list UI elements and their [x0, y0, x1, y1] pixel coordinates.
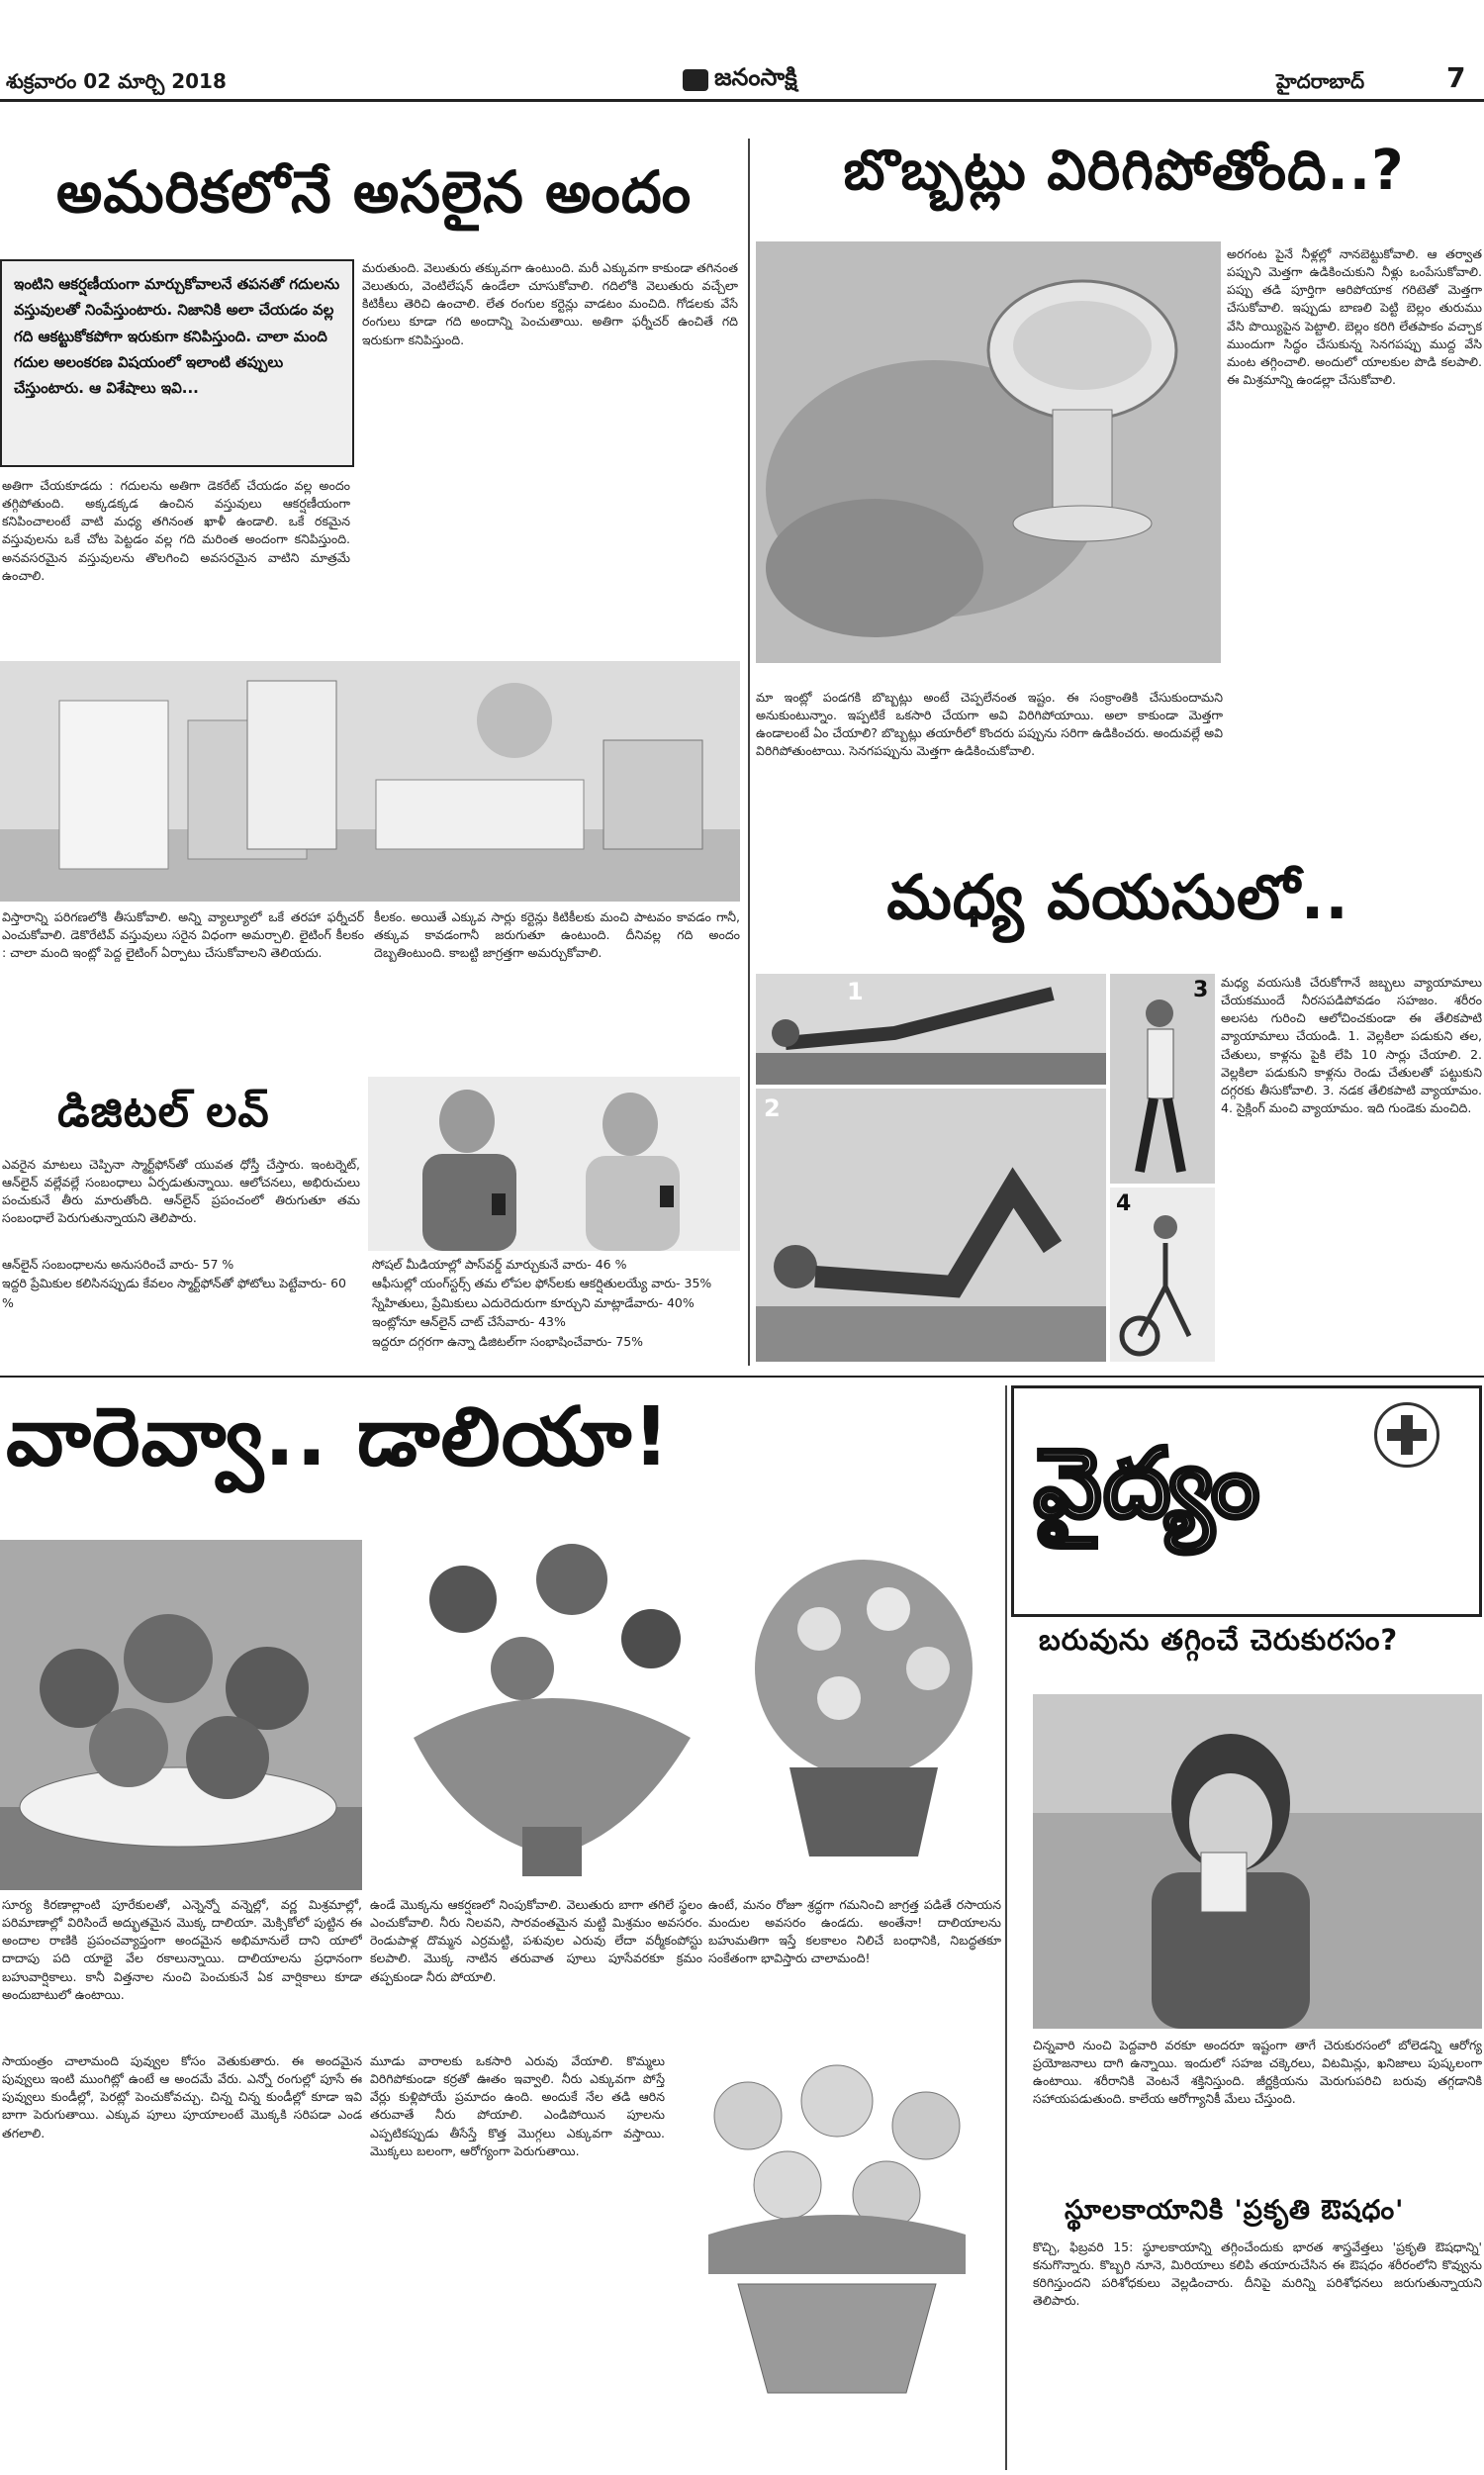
column-divider — [1005, 1385, 1007, 2470]
bedroom-photo — [0, 661, 740, 902]
panel-number: 1 — [847, 978, 864, 1005]
middle-age-headline: మధ్య వయసులో.. — [886, 861, 1349, 933]
medical-cross-icon — [1374, 1402, 1439, 1468]
dahlia-col1-lower: సాయంత్రం చాలామంది పువ్వుల కోసం వెతుకుతారు. ఈ అందమైన పువ్వులు ఇంటి ముంగిట్లో ఉంటే ఆ అందమే వేరు. ఎన్నో రంగుల్లో పూసే ఈ పువ్వులు కుండీల్లో, పెరట్లో పెంచుకోవచ్చు. చిన్న చిన్న కుండీల్లో కూడా ఇవి బాగా పెరుగుతాయి. ఎక్కువ పూలు పూయాలంటే మొక్కకి సరిపడా ఎండ తగలాలి. — [2, 2053, 362, 2141]
health-headline: బరువును తగ్గించే చెరుకురసం? — [1039, 1623, 1399, 1657]
paper-logo — [683, 63, 797, 97]
panel-number: 2 — [764, 1095, 781, 1122]
health-sub-body: కొచ్చి, ఫిబ్రవరి 15: స్థూలకాయాన్ని తగ్గించేందుకు భారత శాస్త్రవేత్తలు 'ప్రకృతి ఔషధాన్ని' కనుగొన్నారు. కొబ్బరి నూనె, మిరియాలు కలిపి తయారుచేసిన ఈ ఔషధం శరీరంలోని కొవ్వును కరిగిస్తుందని పరిశోధకులు వెల్లడించారు. దీనిపై మరిన్ని పరిశోధనలు జరుగుతున్నాయని తెలిపారు. — [1033, 2239, 1482, 2309]
digital-stats-left — [2, 1255, 360, 1312]
column-divider — [748, 139, 750, 1366]
digital-stat: ఇంట్లోనూ ఆన్‌లైన్ చాట్ చేసేవారు- 43% — [372, 1314, 566, 1330]
panel-number: 3 — [1193, 978, 1209, 1002]
beauty-intro: ఇంటిని ఆకర్షణీయంగా మార్చుకోవాలనే తపనతో గదులను వస్తువులతో నింపేస్తుంటారు. నిజానికి అలా చేయడం వల్ల గది ఆకట్టుకోకపోగా ఇరుకుగా కనిపిస్తుంది. చాలా మంది గదుల అలంకరణ విషయంలో ఇలాంటి తప్పులు చేస్తుంటారు. ఆ విశేషాలు ఇవి... — [14, 275, 340, 397]
dahlia-col2: ఉండే మొక్కను ఆకర్షణలో నింపుకోవాలి. వెలుతురు బాగా తగిలే స్థలం ఎంచుకోవాలి. నీరు నిలవని, సారవంతమైన మట్టి మిశ్రమం అవసరం. రెండుపాళ్ల దొమ్మన ఎర్రమట్టి, పశువుల ఎరువు లేదా వర్మీకంపోస్టు కలపాలి. మొక్క నాటిన తరువాత పూలు పూసేవరకూ క్రమం తప్పకుండా నీరు పోయాలి. — [370, 1897, 702, 1984]
health-body: చిన్నవారి నుంచి పెద్దవారి వరకూ అందరూ ఇష్టంగా తాగే చెరుకురసంలో బోలెడన్ని ఆరోగ్య ప్రయోజనాలు దాగి ఉన్నాయి. ఇందులో సహజ చక్కెరలు, విటమిన్లు, ఖనిజాలు పుష్కలంగా ఉంటాయి. శరీరానికి వెంటనే శక్తినిస్తుంది. జీర్ణక్రియను మెరుగుపరిచి బరువు తగ్గడానికి సహాయపడుతుంది. కాలేయ ఆరోగ్యానికీ మేలు చేస్తుంది. — [1033, 2038, 1482, 2107]
digital-stat: సోషల్ మీడియాల్లో పాస్‌వర్డ్ మార్చుకునే వారు- 46 % — [372, 1257, 627, 1272]
health-sub-headline: స్థూలకాయానికి 'ప్రకృతి ఔషధం' — [1065, 2195, 1405, 2226]
bobbatlu-headline: బొబ్బట్లు విరిగిపోతోంది..? — [843, 139, 1405, 203]
logo-emblem-icon — [683, 69, 708, 91]
digital-stat: స్నేహితులు, ప్రేమికులు ఎదురెదురుగా కూర్చుని మాట్లాడేవారు- 40% — [372, 1294, 695, 1310]
couple-phones-photo — [368, 1077, 740, 1251]
digital-stat: ఇద్దరూ దగ్గరగా ఉన్నా డిజిటల్‌గా సంభాషించేవారు- 75% — [372, 1333, 644, 1349]
digital-body: ఎవరైన మాటలు చెప్పినా స్మార్ట్‌ఫోన్‌తో యువత ధోస్తీ చేస్తారు. ఇంటర్నెట్, ఆన్‌లైన్ వల్లేవల్లే సంబంధాలు ఏర్పడుతున్నాయి. ఆలోచనలు, అభిరుచులు పంచుకునే తీరు మారుతోంది. ఆన్‌లైన్ ప్రపంచంలో తిరుగుతూ తమ సంబంధాలే పెరుగుతున్నాయని తెలిపారు. — [2, 1157, 360, 1226]
masthead-rule — [0, 99, 1484, 102]
beauty-col2: మరుతుంది. వెలుతురు తక్కువగా ఉంటుంది. మరీ ఎక్కువగా కాకుండా తగినంత వెలుతురు, వెంటిలేషన్ ఉండేలా చూసుకోవాలి. గదిలోకి వెలుతురు వచ్చేలా కిటికీలు తెరిచి ఉంచాలి. లేత రంగుల కర్టెన్లు వాడటం మంచిది. గోడలకు వేసే రంగులు కూడా గది అందాన్ని పెంచుతాయి. అతిగా ఫర్నీచర్ ఉంచితే గది ఇరుకుగా కనిపిస్తుంది. — [362, 260, 738, 347]
digital-stats-right — [372, 1255, 740, 1351]
dahlia-col1: సూర్య కిరణాల్లాంటి పూరేకులతో, ఎన్నెన్నో వన్నెల్లో, వర్ణ మిశ్రమాల్లో, పరిమాణాల్లో విరిసిందే అద్భుతమైన మొక్క దాలియా. మెక్సికోలో పుట్టిన ఈ అందాల రాణికి ప్రపంచవ్యాప్తంగా అందమైన అభిమానులే దాని యాలో దాదాపు పది యాభై వేల రకాలున్నాయి. దాలియాలను ప్రధానంగా బహువార్షికాలు. కానీ విత్తనాల నుంచి పెంచుకునే ఏక వార్షికాలు కూడా అందుబాటులో ఉంటాయి. — [2, 1897, 362, 2002]
sugarcane-juice-photo — [1033, 1694, 1482, 2029]
digital-headline: డిజిటల్ లవ్ — [57, 1087, 270, 1137]
health-logo-box — [1011, 1385, 1482, 1617]
section-rule — [0, 1376, 1484, 1378]
bobbatlu-photo — [756, 241, 1221, 663]
digital-stat: ఆఫీసుల్లో యంగ్‌స్టర్స్ తమ లోపల ఫోన్‌లకు ఆకర్షితులయ్యే వారు- 35% — [372, 1276, 712, 1291]
dahlia-headline: వారెవ్వా.. డాలియా! — [6, 1390, 671, 1484]
digital-stat: ఇద్దరి ప్రేమికుల కలిసినప్పుడు కేవలం స్మార్ట్‌ఫోన్‌తో ఫోటోలు పెట్టేవారు- 60 % — [2, 1276, 347, 1310]
health-logo-text: వైద్యం — [1034, 1428, 1261, 1539]
beauty-caption-right: కీలకం. అయితే ఎక్కువ సార్లు కర్టెన్లు కిటికీలకు మంచి పాటవం కావడం గానీ, తక్కువ కావడంగానీ జరుగుతూ ఉంటుంది. దీనివల్ల గది అందం దెబ్బతింటుంది. కాబట్టి జాగ్రత్తగా అమర్చుకోవాలి. — [374, 909, 740, 961]
exercise-panel-2 — [756, 1089, 1106, 1362]
city-name: హైదరాబాద్ — [1276, 69, 1365, 93]
paper-name: జనంసాక్షి — [714, 63, 797, 91]
issue-date: శుక్రవారం 02 మార్చి 2018 — [6, 69, 227, 93]
exercise-panel-1 — [756, 974, 1106, 1085]
dahlia-photo-pot-2 — [730, 1540, 1001, 1890]
panel-number: 4 — [1116, 1191, 1132, 1216]
exercise-panel-4 — [1110, 1188, 1215, 1362]
bobbatlu-side-text: అరగంట పైనే నీళ్లల్లో నానబెట్టుకోవాలి. ఆ తర్వాత పప్పుని మెత్తగా ఉడికించుకుని నీళ్లు ఒంపేసుకోవాలి. పప్పు తడి పూర్తిగా ఆరిపోయాక గరిటెతో మెత్తగా చేసుకోవాలి. ఇప్పుడు బాణలి పెట్టి బెల్లం తురుము వేసి పొయ్యిపైన పెట్టాలి. బెల్లం కరిగి లేతపాకం వచ్చాక ముందుగా సిద్ధం చేసుకున్న సెనగపప్పు ముద్ద వేసి మంట తగ్గించాలి. అందులో యాలకుల పొడి కలపాలి. ఈ మిశ్రమాన్ని ఉండల్లా చేసుకోవాలి. — [1227, 246, 1482, 387]
exercise-panel-3 — [1110, 974, 1215, 1184]
dahlia-photo-pot-3 — [669, 2056, 1001, 2411]
page-number: 7 — [1446, 61, 1466, 94]
digital-stat: ఆన్‌లైన్ సంబంధాలను అనుసరించే వారు- 57 % — [2, 1257, 234, 1272]
dahlia-photo-pot-1 — [374, 1540, 726, 1890]
middle-age-body: మధ్య వయసుకి చేరుకోగానే జబ్బలు వ్యాయామాలు చేయకముందే నీరసపడిపోవడం సహజం. శరీరం అలసట గురించి ఆలోచించకుండా ఈ తేలికపాటి వ్యాయామాలు చేయండి. 1. వెల్లకిలా పడుకుని తల, చేతులు, కాళ్లను పైకి లేపి 10 సార్లు చేయాలి. 2. వెల్లకిలా పడుకుని కాళ్లను రెండు చేతులతో పట్టుకుని దగ్గరకు తీసుకోవాలి. 3. నడక తేలికపాటి వ్యాయామం. 4. సైక్లింగ్ మంచి వ్యాయామం. ఇది గుండెకు మంచిది. — [1221, 975, 1482, 1115]
beauty-col1: అతిగా చేయకూడదు : గదులను అతిగా డెకరేట్ చేయడం వల్ల అందం తగ్గిపోతుంది. అక్కడక్కడ ఉంచిన వస్తువులు ఆకర్షణీయంగా కనిపించాలంటే వాటి మధ్య తగినంత ఖాళీ ఉండాలి. ఒకే రకమైన వస్తువులను ఒకే చోట పెట్టడం వల్ల గది మరింత అందంగా కనిపిస్తుంది. అనవసరమైన వస్తువులను తొలగించి అవసరమైన వాటిని మాత్రమే ఉంచాలి. — [2, 478, 350, 583]
beauty-intro-box — [0, 259, 354, 467]
beauty-headline: అమరికలోనే అసలైన అందం — [55, 158, 693, 226]
dahlia-col2-lower: మూడు వారాలకు ఒకసారి ఎరువు వేయాలి. కొమ్మలు విరిగిపోకుండా కర్రతో ఊతం ఇవ్వాలి. నీరు ఎక్కువగా పోస్తే వేర్లు కుళ్లిపోయే ప్రమాదం ఉంది. అందుకే నేల తడి ఆరిన తరువాతే నీరు పోయాలి. ఎండిపోయిన పూలను ఎప్పటికప్పుడు తీసేస్తే కొత్త మొగ్గలు ఎక్కువగా వస్తాయి. మొక్కలు బలంగా, ఆరోగ్యంగా పెరుగుతాయి. — [370, 2053, 665, 2158]
dahlia-col3: ఉంటే, మనం రోజూ శ్రద్ధగా గమనించి జాగ్రత్త పడితే రసాయన మందుల అవసరం ఉండదు. అంతేనా! దాలియాలను బహుమతిగా ఇస్తే కలకాలం నిలిచే బంధానికి, నిబద్ధతకూ సంకేతంగా భావిస్తారు చాలామంది! — [708, 1897, 1001, 1966]
bobbatlu-body: మా ఇంట్లో పండగకి బొబ్బట్లు అంటే చెప్పలేనంత ఇష్టం. ఈ సంక్రాంతికి చేసుకుందామని అనుకుంటున్నాం. ఇప్పటికే ఒకసారి చేయగా అవి విరిగిపోయాయి. అలా కాకుండా మెత్తగా ఉండాలంటే ఏం చేయాలి? బొబ్బట్లు తయారీలో కొందరు పప్పును సరిగా ఉడికించరు. అందువల్లే అవి విరిగిపోతుంటాయి. సెనగపప్పును మెత్తగా ఉడికించుకోవాలి. — [756, 690, 1223, 759]
dahlia-photo-bed — [0, 1540, 362, 1890]
beauty-caption-left: విస్తారాన్ని పరిగణలోకి తీసుకోవాలి. అన్ని వ్యాల్యూలో ఒకే తరహా ఫర్నీచర్ ఎంచుకోవాలి. డెకొరేటివ్ వస్తువులు సరైన విధంగా అమర్చాలి. లైటింగ్ కీలకం : చాలా మంది ఇంట్లో పెద్ద లైటింగ్ ఏర్పాటు చేసుకోవాలని తెలియదు. — [2, 909, 364, 961]
